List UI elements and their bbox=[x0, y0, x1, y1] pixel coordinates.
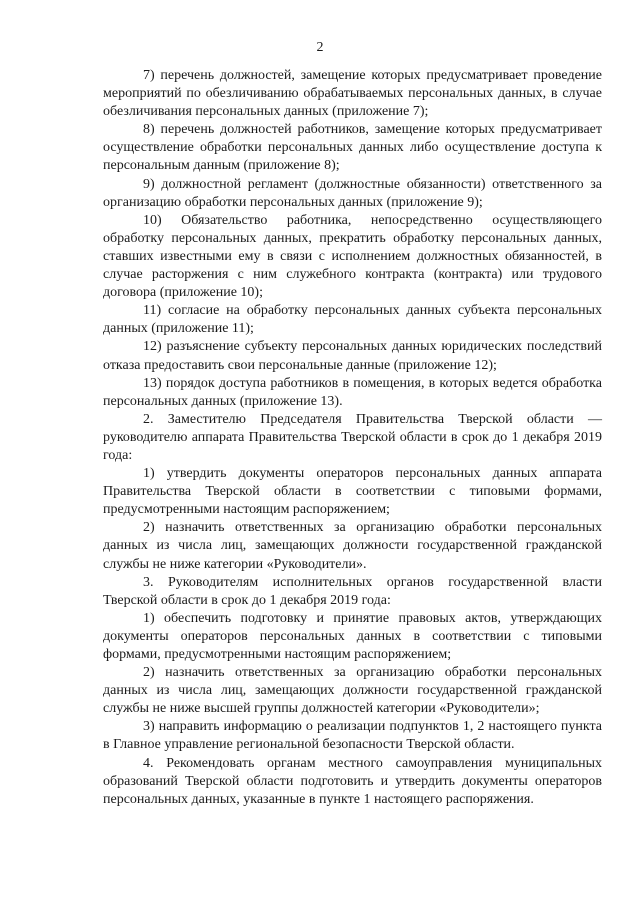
page-number: 2 bbox=[316, 40, 324, 55]
paragraph-section-2-item-2: 2) назначить ответственных за организацию обработки персональных данных из числа лиц, замещающих должности государственной гражданской службы не ниже категории «Руководители». bbox=[103, 520, 602, 572]
paragraph-item-12-explanation: 12) разъяснение субъекту персональных данных юридических последствий отказа предоставить свои персональные данные (приложение 12); bbox=[103, 339, 602, 373]
paragraph-section-3-item-3: 3) направить информацию о реализации подпунктов 1, 2 настоящего пункта в Главное управление региональной безопасности Тверской области. bbox=[103, 719, 602, 753]
paragraph-section-3: 3. Руководителям исполнительных органов государственной власти Тверской области в срок до 1 декабря 2019 года: bbox=[103, 574, 602, 608]
paragraph-item-9-regulation: 9) должностной регламент (должностные обязанности) ответственного за организацию обработки персональных данных (приложение 9); bbox=[103, 176, 602, 210]
paragraph-item-7-list: 7) перечень должностей, замещение которых предусматривает проведение мероприятий по обезличиванию обрабатываемых персональных данных, в случае обезличивания персональных данных (приложение 7); bbox=[103, 68, 602, 120]
paragraph-section-3-item-2: 2) назначить ответственных за организацию обработки персональных данных из числа лиц, замещающих должности государственной гражданской службы не ниже высшей группы должностей категории «Руководители»; bbox=[103, 665, 602, 717]
paragraph-section-2: 2. Заместителю Председателя Правительства Тверской области — руководителю аппарата Правительства Тверской области в срок до 1 декабря 2019 года: bbox=[103, 411, 602, 463]
paragraph-item-10-obligation: 10) Обязательство работника, непосредственно осуществляющего обработку персональных данных, прекратить обработку персональных данных, ставших известными ему в связи с исполнением должностных обязанностей, в случае расторжения с ним служебного контракта (контракта) или трудового договора (приложение 10); bbox=[103, 212, 602, 301]
document-body bbox=[103, 67, 602, 809]
paragraph-item-8-list: 8) перечень должностей работников, замещение которых предусматривает осуществление обработки персональных данных либо осуществление доступа к персональным данным (приложение 8); bbox=[103, 122, 602, 174]
paragraph-item-13-access-order: 13) порядок доступа работников в помещения, в которых ведется обработка персональных данных (приложение 13). bbox=[103, 375, 602, 409]
paragraph-section-3-item-1: 1) обеспечить подготовку и принятие правовых актов, утверждающих документы операторов персональных данных в соответствии с типовыми формами, предусмотренными настоящим распоряжением; bbox=[103, 610, 602, 662]
paragraph-item-11-consent: 11) согласие на обработку персональных данных субъекта персональных данных (приложение 11); bbox=[103, 303, 602, 337]
paragraph-section-2-item-1: 1) утвердить документы операторов персональных данных аппарата Правительства Тверской области в соответствии с типовыми формами, предусмотренными настоящим распоряжением; bbox=[103, 466, 602, 518]
paragraph-section-4: 4. Рекомендовать органам местного самоуправления муниципальных образований Тверской области подготовить и утвердить документы операторов персональных данных, указанные в пункте 1 настоящего распоряжения. bbox=[103, 755, 602, 807]
